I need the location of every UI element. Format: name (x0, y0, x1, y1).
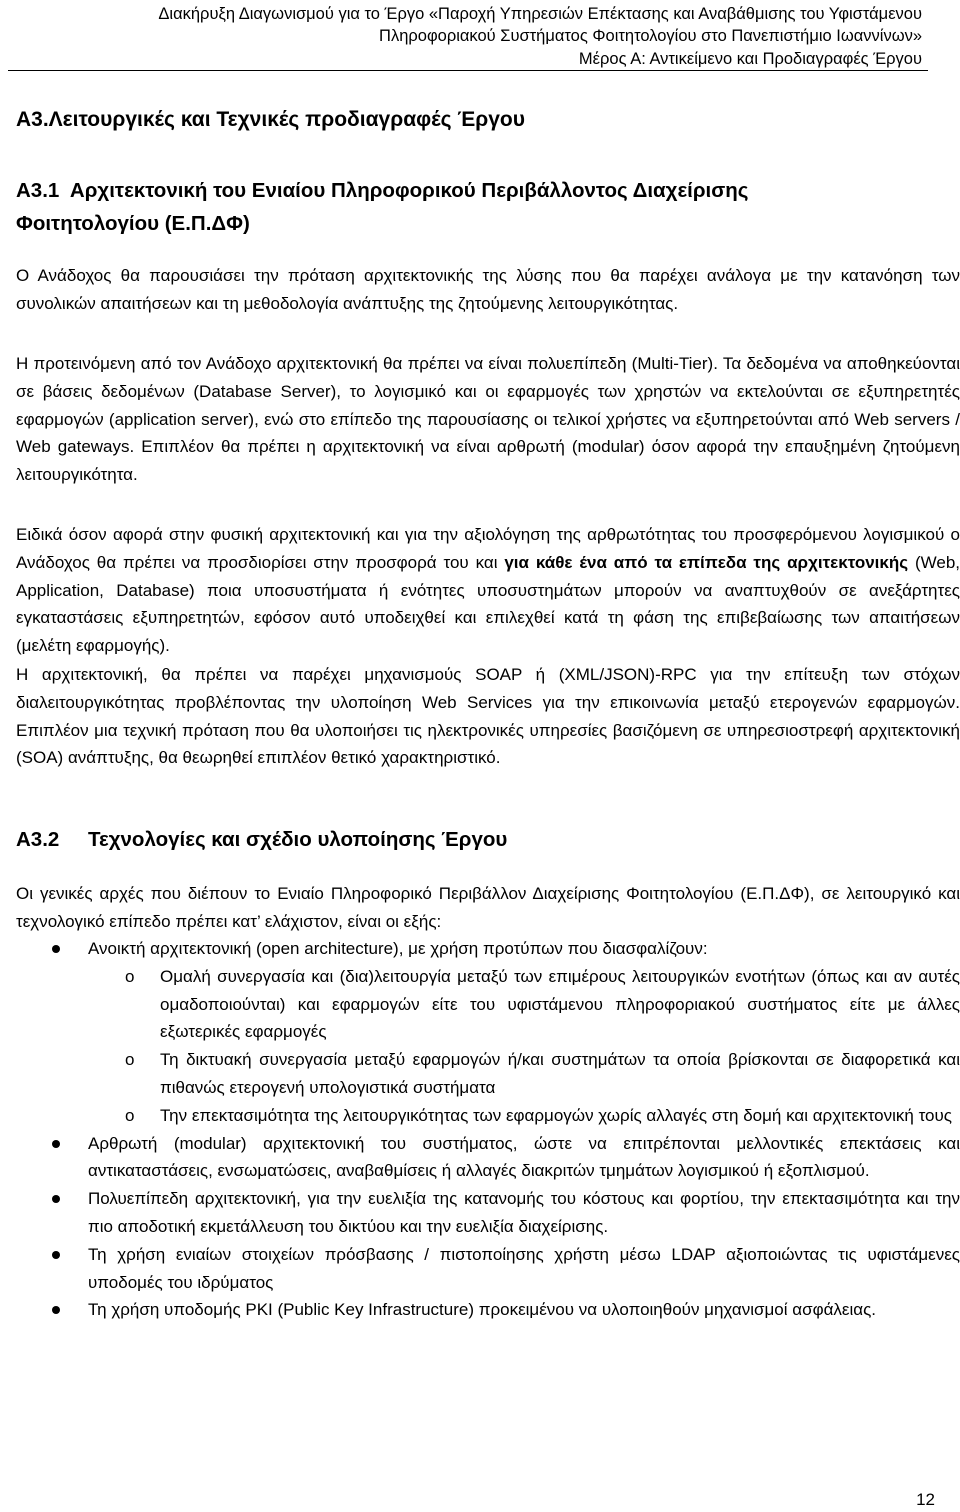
section-a3-heading: Α3.Λειτουργικές και Τεχνικές προδιαγραφές Έργου (16, 108, 525, 131)
list-item (16, 935, 960, 1130)
sub-list-item (88, 1046, 960, 1102)
list-item-text: Πολυεπίπεδη αρχιτεκτονική, για την ευελιξία της κατανομής του κόστους και φορτίου, την επεκτασιμότητα και την πιο αποδοτική εκμετάλλευση του δικτύου και την ευελιξία διαχείρισης. (88, 1189, 960, 1236)
bullet-icon (52, 1195, 60, 1203)
sub-list-item (88, 1102, 960, 1130)
a31-paragraph-4: Η αρχιτεκτονική, θα πρέπει να παρέχει μηχανισμούς SOAP ή (XML/JSON)-RPC για την επίτευξη των στόχων διαλειτουργικότητας προβλέποντας την υλοποίηση Web Services για την επικοινωνία μεταξύ ετερογενών εφαρμογών. Επιπλέον μια τεχνική πρόταση που θα υλοποιήσει τις ηλεκτρονικές υπηρεσίες βασιζόμενη σε υπηρεσιοστρεφή αρχιτεκτονική (SOA) ανάπτυξης, θα θεωρηθεί επιπλέον θετικό χαρακτηριστικό. (16, 665, 960, 768)
section-a32-title: Τεχνολογίες και σχέδιο υλοποίησης Έργου (88, 828, 508, 851)
header-line-2: Πληροφοριακού Συστήματος Φοιτητολογίου στο Πανεπιστήμιο Ιωαννίνων» (379, 27, 922, 45)
circle-bullet-icon: o (125, 1050, 135, 1070)
sub-list (88, 963, 960, 1130)
a31-paragraph-3-part-b: (Web, Application, Database) ποια υποσυστήματα ή ενότητες υποσυστημάτων μπορούν να αναπτυχθούν σε ανεξάρτητες εγκαταστάσεις εξυπηρετητών, εφόσον αυτό υποδειχθεί και επιλεχθεί κατά τη φάση της επιβεβαίωσης των απαιτήσεων (μελέτη εφαρμογής). (16, 552, 960, 656)
list-item-text: Αρθρωτή (modular) αρχιτεκτονική του συστήματος, ώστε να επιτρέπονται μελλοντικές επεκτάσεις και αντικαταστάσεις, ενσωματώσεις, αναβαθμίσεις ή αλλαγές διακριτών τμημάτων λογισμικού ή εξοπλισμού. (88, 1133, 960, 1181)
list-item-text: Τη χρήση υποδομής PKI (Public Key Infrastructure) προκειμένου να υλοποιηθούν μηχανισμοί ασφάλειας. (88, 1300, 877, 1320)
a31-paragraph-1: Ο Ανάδοχος θα παρουσιάσει την πρόταση αρχιτεκτονικής της λύσης που θα παρέχει ανάλογα με την κατανόηση των συνολικών απαιτήσεων και τη μεθοδολογία ανάπτυξης της ζητούμενης λειτουργικότητας. (16, 266, 960, 313)
list-item (16, 1241, 960, 1297)
section-a32-number: Α3.2 (16, 828, 60, 851)
page-number: 12 (916, 1490, 935, 1509)
section-a32-heading (16, 826, 507, 854)
list-item-text: Ανοικτή αρχιτεκτονική (open architecture), με χρήση προτύπων που διασφαλίζουν: (88, 939, 708, 958)
sub-list-item (88, 963, 960, 1046)
bullet-icon (52, 945, 60, 953)
bullet-icon (52, 1140, 60, 1148)
a31-paragraph-3-part-a: Ειδικά όσον αφορά στην φυσική αρχιτεκτονική και για την αξιολόγηση της αρθρωτότητας του προσφερόμενου λογισμικού ο Ανάδοχος θα πρέπει να προσδιορίσει στην προσφορά του και (16, 525, 960, 572)
sub-list-item-text: Την επεκτασιμότητα της λειτουργικότητας των εφαρμογών χωρίς αλλαγές στη δομή και αρχιτεκτονική τους (160, 1105, 952, 1125)
circle-bullet-icon: o (125, 966, 135, 986)
sub-list-item-text: Τη δικτυακή συνεργασία μεταξύ εφαρμογών ή/και συστημάτων τα οποία βρίσκονται σε διαφορετικά και πιθανώς ετερογενή υπολογιστικά συστήματα (160, 1050, 960, 1097)
list-item (16, 1296, 960, 1324)
sub-list-item-text: Ομαλή συνεργασία και (δια)λειτουργία μεταξύ των επιμέρους λειτουργικών ενοτήτων (όπως και αν αυτές ομαδοποιούνται) και εφαρμογών είτε του υφιστάμενου πληροφοριακού συστήματος είτε με άλλες εξωτερικές εφαρμογές (160, 966, 960, 1042)
list-item (16, 1185, 960, 1241)
section-a31-heading-line2: Φοιτητολογίου (Ε.Π.ΔΦ) (16, 212, 250, 235)
header-divider (8, 70, 928, 71)
list-item (16, 1130, 960, 1186)
header-line-3: Μέρος Α: Αντικείμενο και Προδιαγραφές Έργου (578, 50, 922, 68)
circle-bullet-icon: o (125, 1105, 135, 1125)
a31-paragraph-3 (16, 521, 960, 660)
page-header (0, 0, 960, 72)
principles-list (16, 935, 960, 1324)
header-line-1: Διακήρυξη Διαγωνισμού για το Έργο «Παροχή Υπηρεσιών Επέκτασης και Αναβάθμισης του Υφιστάμενου (158, 5, 922, 23)
section-a31-heading-line1: Α3.1 Αρχιτεκτονική του Ενιαίου Πληροφορικού Περιβάλλοντος Διαχείρισης (16, 179, 749, 202)
list-item-text: Τη χρήση ενιαίων στοιχείων πρόσβασης / πιστοποίησης χρήστη μέσω LDAP αξιοποιώντας τις υφιστάμενες υποδομές του ιδρύματος (88, 1244, 960, 1292)
a31-paragraph-2: Η προτεινόμενη από τον Ανάδοχο αρχιτεκτονική θα πρέπει να είναι πολυεπίπεδη (Multi-Tier). Τα δεδομένα να αποθηκεύονται σε βάσεις δεδομένων (Database Server), το λογισμικό και οι εφαρμογές των χρηστών να εκτελούνται σε εξυπηρετητές εφαρμογών (application server), ενώ στο επίπεδο της παρουσίασης οι τελικοί χρήστες να εξυπηρετούνται από Web servers / Web gateways. Επιπλέον θα πρέπει η αρχιτεκτονική να είναι αρθρωτή (modular) όσον αφορά την επαυξημένη ζητούμενη λειτουργικότητα. (16, 354, 960, 485)
a32-intro-paragraph: Οι γενικές αρχές που διέπουν το Ενιαίο Πληροφορικό Περιβάλλον Διαχείρισης Φοιτητολογίου (Ε.Π.ΔΦ), σε λειτουργικό και τεχνολογικό επίπεδο πρέπει κατ’ ελάχιστον, είναι οι εξής: (16, 884, 960, 931)
section-a31-heading (16, 174, 916, 240)
bullet-icon (52, 1251, 60, 1259)
a31-paragraph-3-bold: για κάθε ένα από τα επίπεδα της αρχιτεκτονικής (504, 552, 909, 572)
bullet-icon (52, 1306, 60, 1314)
